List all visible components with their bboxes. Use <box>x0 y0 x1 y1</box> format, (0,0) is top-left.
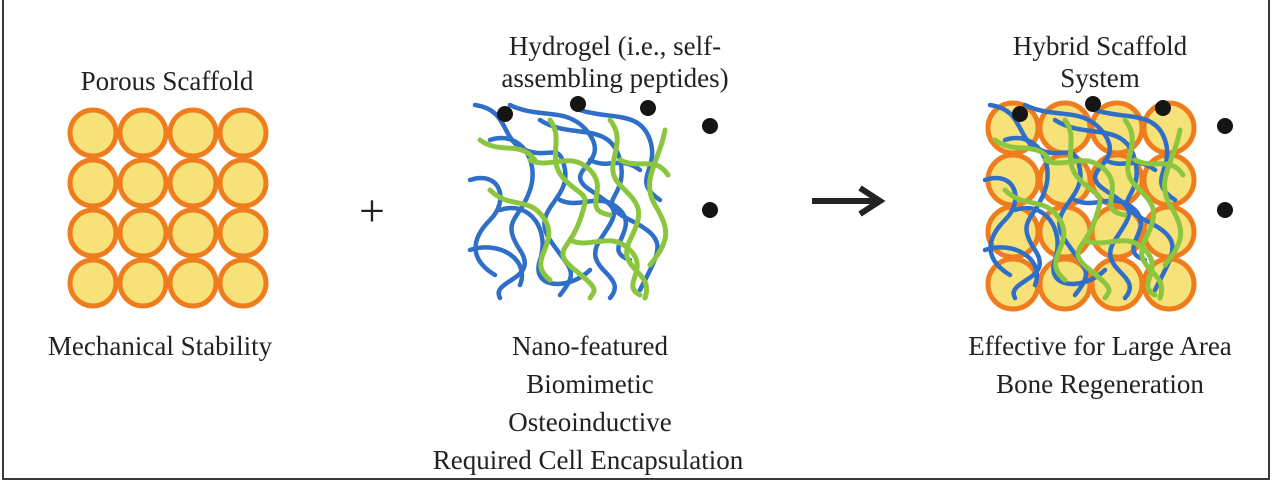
hydrogel-caption-line-4: Required Cell Encapsulation <box>432 445 744 475</box>
hybrid-caption-line-2: Bone Regeneration <box>996 369 1204 399</box>
peptide-node <box>497 106 513 122</box>
scaffold-sphere <box>170 260 216 306</box>
peptide-node <box>1217 202 1233 218</box>
scaffold-sphere <box>170 210 216 256</box>
porous-scaffold-caption: Mechanical Stability <box>47 331 273 361</box>
hybrid-caption-line-1: Effective for Large Area <box>968 331 1232 361</box>
scaffold-sphere <box>988 259 1038 309</box>
plus-operator: + <box>359 185 385 236</box>
scaffold-sphere <box>120 210 166 256</box>
scaffold-sphere <box>170 110 216 156</box>
peptide-node <box>1155 100 1171 116</box>
scaffold-sphere <box>220 160 266 206</box>
scaffold-sphere <box>220 210 266 256</box>
hydrogel-fiber-network <box>470 100 720 300</box>
scaffold-sphere <box>70 260 116 306</box>
scaffold-sphere <box>70 210 116 256</box>
arrow-operator <box>810 186 890 216</box>
peptide-node <box>1085 96 1101 112</box>
hybrid-title-line-2: System <box>1060 63 1140 93</box>
peptide-node <box>1012 106 1028 122</box>
scaffold-sphere <box>120 160 166 206</box>
porous-scaffold-sphere-grid <box>68 108 268 308</box>
scaffold-sphere <box>220 260 266 306</box>
peptide-node <box>570 96 586 112</box>
scaffold-sphere <box>70 110 116 156</box>
peptide-node <box>640 100 656 116</box>
scaffold-sphere <box>220 110 266 156</box>
hydrogel-caption-line-1: Nano-featured <box>512 331 668 361</box>
hydrogel-network-group <box>470 96 718 298</box>
hybrid-title-line-1: Hybrid Scaffold <box>1012 31 1188 61</box>
porous-scaffold-title: Porous Scaffold <box>80 66 254 96</box>
scaffold-sphere <box>170 160 216 206</box>
peptide-node <box>702 202 718 218</box>
scaffold-sphere <box>120 110 166 156</box>
hydrogel-caption-line-3: Osteoinductive <box>508 407 672 437</box>
scaffold-sphere <box>70 160 116 206</box>
green-fiber <box>620 160 668 175</box>
green-fiber <box>570 240 640 295</box>
hydrogel-title-line-1: Hydrogel (i.e., self- <box>508 31 722 61</box>
scaffold-sphere <box>120 260 166 306</box>
hybrid-scaffold-illustration <box>985 100 1235 320</box>
peptide-node <box>702 118 718 134</box>
hydrogel-caption-line-2: Biomimetic <box>526 369 654 399</box>
hydrogel-title-line-2: assembling peptides) <box>501 63 729 93</box>
peptide-node <box>1217 118 1233 134</box>
